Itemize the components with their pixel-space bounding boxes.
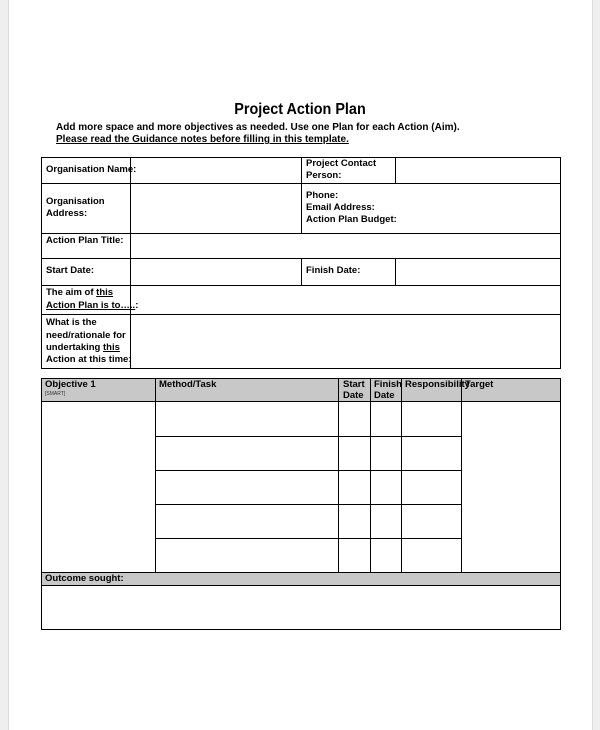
aim-label-line2 [46,300,138,313]
finish-date-input[interactable] [396,259,560,285]
start-date-header-line2: Date [343,390,364,401]
target-input[interactable] [462,402,560,572]
guidance-notice: Please read the Guidance notes before filling in this template. [56,134,349,145]
rationale-label-line4: Action at this time: [46,354,132,365]
task-row-input[interactable] [156,471,338,504]
rationale-label-line1: What is the [46,317,97,328]
rationale-label-line2: need/rationale for [46,330,126,341]
organisation-address-label-line2: Address: [46,208,88,219]
task-row-input[interactable] [156,437,338,470]
plan-title-label: Action Plan Title: [46,235,124,246]
outcome-sought-header: Outcome sought: [45,573,124,584]
contact-details-input[interactable] [396,184,560,233]
aim-label-underlined: this [96,287,114,298]
aim-label-text: The aim of [46,287,97,298]
aim-label-line1 [46,287,113,300]
email-label: Email Address: [306,202,375,213]
organisation-address-input[interactable] [131,184,301,233]
budget-label: Action Plan Budget: [306,214,397,225]
project-contact-input[interactable] [396,158,560,183]
aim-input[interactable] [131,286,560,314]
organisation-name-input[interactable] [131,158,301,183]
organisation-name-label: Organisation Name: [46,164,137,175]
organisation-address-label-line1: Organisation [46,196,105,207]
method-task-header: Method/Task [159,379,217,390]
project-contact-label-line2: Person: [306,170,342,181]
task-row-input[interactable] [156,505,338,538]
plan-title-input[interactable] [131,234,560,258]
task-row-input[interactable] [156,539,338,572]
phone-label: Phone: [306,190,339,201]
start-date-input[interactable] [131,259,301,285]
responsibility-header: Responsibility [405,379,470,390]
outcome-sought-input[interactable] [42,586,560,629]
project-contact-label-line1: Project Contact [306,158,377,169]
rationale-label-underlined: this [103,342,120,353]
smart-hint: [SMART] [45,391,66,397]
task-row-input[interactable] [156,402,338,436]
page-title: Project Action Plan [234,101,366,118]
rationale-input[interactable] [131,315,560,368]
aim-label-line2-underlined: Action Plan is to….. [46,300,136,311]
start-date-header-line1: Start [343,379,365,390]
objective-input[interactable] [42,402,155,572]
objective-header: Objective 1 [45,379,96,390]
finish-date-header-line2: Date [374,390,395,401]
rationale-label-text: undertaking [46,342,104,353]
rationale-label-line3 [46,342,120,355]
instructions-text: Add more space and more objectives as needed. Use one Plan for each Action (Aim). [56,122,460,133]
aim-label-colon: : [135,300,139,311]
finish-date-label: Finish Date: [306,265,361,276]
start-date-label: Start Date: [46,265,95,276]
finish-date-header-line1: Finish [374,379,402,390]
target-header: Target [465,379,494,390]
